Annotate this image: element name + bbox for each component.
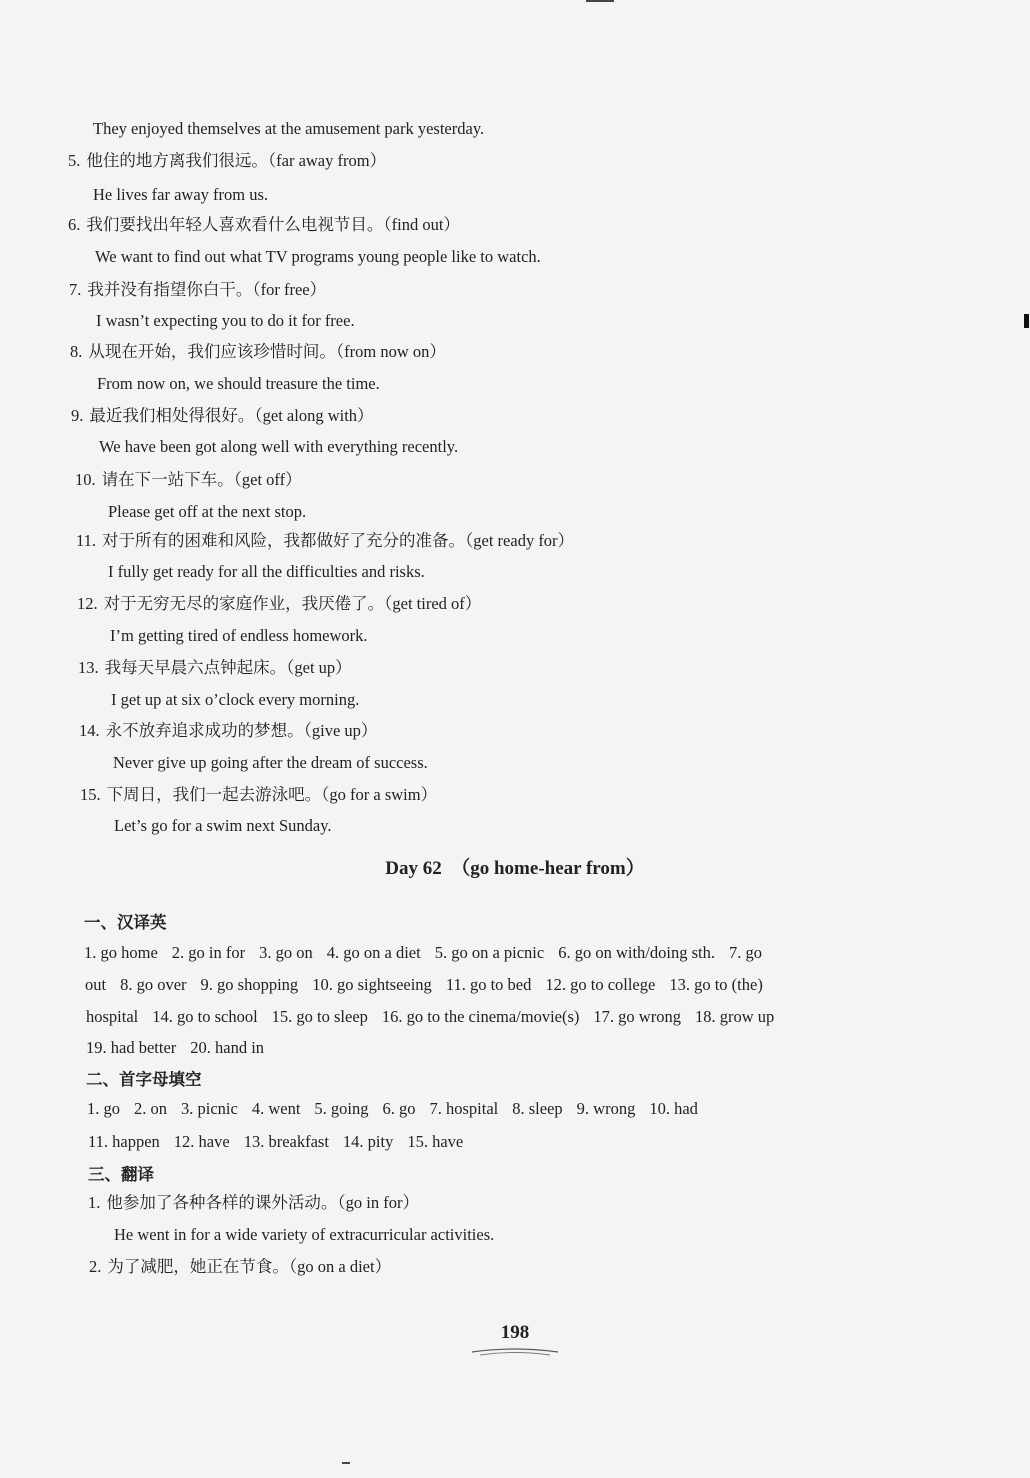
answer-row: 11. happen 12. have 13. breakfast 14. pity 15. have <box>88 1132 464 1151</box>
section-heading: 二、首字母填空 <box>86 1070 202 1089</box>
answer-line: We want to find out what TV programs young people like to watch. <box>95 247 541 266</box>
question-line: 10. 请在下一站下车。（get off） <box>75 470 302 489</box>
question-line: 8. 从现在开始，我们应该珍惜时间。（from now on） <box>70 342 446 361</box>
scan-mark <box>586 0 614 2</box>
page-number-ornament-icon <box>470 1344 560 1358</box>
answer-line: We have been got along well with everything recently. <box>99 437 459 456</box>
answer-line: They enjoyed themselves at the amusement park yesterday. <box>93 119 485 138</box>
section-heading: 一、汉译英 <box>84 913 167 932</box>
page-number: 198 <box>500 1322 530 1343</box>
section-heading: 三、翻译 <box>88 1165 154 1184</box>
answer-row: hospital 14. go to school 15. go to sleep 16. go to the cinema/movie(s) 17. go wrong 18. grow up <box>86 1007 775 1026</box>
answer-line: I get up at six o’clock every morning. <box>111 690 360 709</box>
question-line: 5. 他住的地方离我们很远。（far away from） <box>68 151 387 170</box>
answer-line: He went in for a wide variety of extracurricular activities. <box>114 1225 495 1244</box>
question-line: 6. 我们要找出年轻人喜欢看什么电视节目。（find out） <box>68 215 460 234</box>
answer-line: Never give up going after the dream of success. <box>113 753 428 772</box>
answer-line: Please get off at the next stop. <box>108 502 307 521</box>
day-title: Day 62 （go home-hear from） <box>385 858 645 879</box>
answer-line: He lives far away from us. <box>93 185 269 204</box>
question-line: 15. 下周日，我们一起去游泳吧。（go for a swim） <box>80 785 438 804</box>
answer-row: 19. had better 20. hand in <box>86 1038 265 1057</box>
answer-line: I’m getting tired of endless homework. <box>110 626 368 645</box>
question-line: 14. 永不放弃追求成功的梦想。（give up） <box>79 721 378 740</box>
question-line: 13. 我每天早晨六点钟起床。（get up） <box>78 658 352 677</box>
scan-mark <box>342 1462 350 1464</box>
question-line: 2. 为了减肥，她正在节食。（go on a diet） <box>89 1257 392 1276</box>
answer-line: I wasn’t expecting you to do it for free. <box>96 311 355 330</box>
answer-line: I fully get ready for all the difficulties and risks. <box>108 562 425 581</box>
answer-line: From now on, we should treasure the time. <box>97 374 380 393</box>
scan-mark <box>1024 314 1029 328</box>
question-line: 9. 最近我们相处得很好。（get along with） <box>71 406 374 425</box>
question-line: 11. 对于所有的困难和风险，我都做好了充分的准备。（get ready for） <box>76 531 575 550</box>
answer-line: Let’s go for a swim next Sunday. <box>114 816 332 835</box>
question-line: 7. 我并没有指望你白干。（for free） <box>69 280 327 299</box>
answer-row: out 8. go over 9. go shopping 10. go sightseeing 11. go to bed 12. go to college 13. go to (the) <box>85 975 763 994</box>
question-line: 12. 对于无穷无尽的家庭作业，我厌倦了。（get tired of） <box>77 594 482 613</box>
question-line: 1. 他参加了各种各样的课外活动。（go in for） <box>88 1193 419 1212</box>
answer-row: 1. go home 2. go in for 3. go on 4. go on a diet 5. go on a picnic 6. go on with/doing sth. 7. go <box>84 943 762 962</box>
answer-row: 1. go 2. on 3. picnic 4. went 5. going 6. go 7. hospital 8. sleep 9. wrong 10. had <box>87 1099 698 1118</box>
